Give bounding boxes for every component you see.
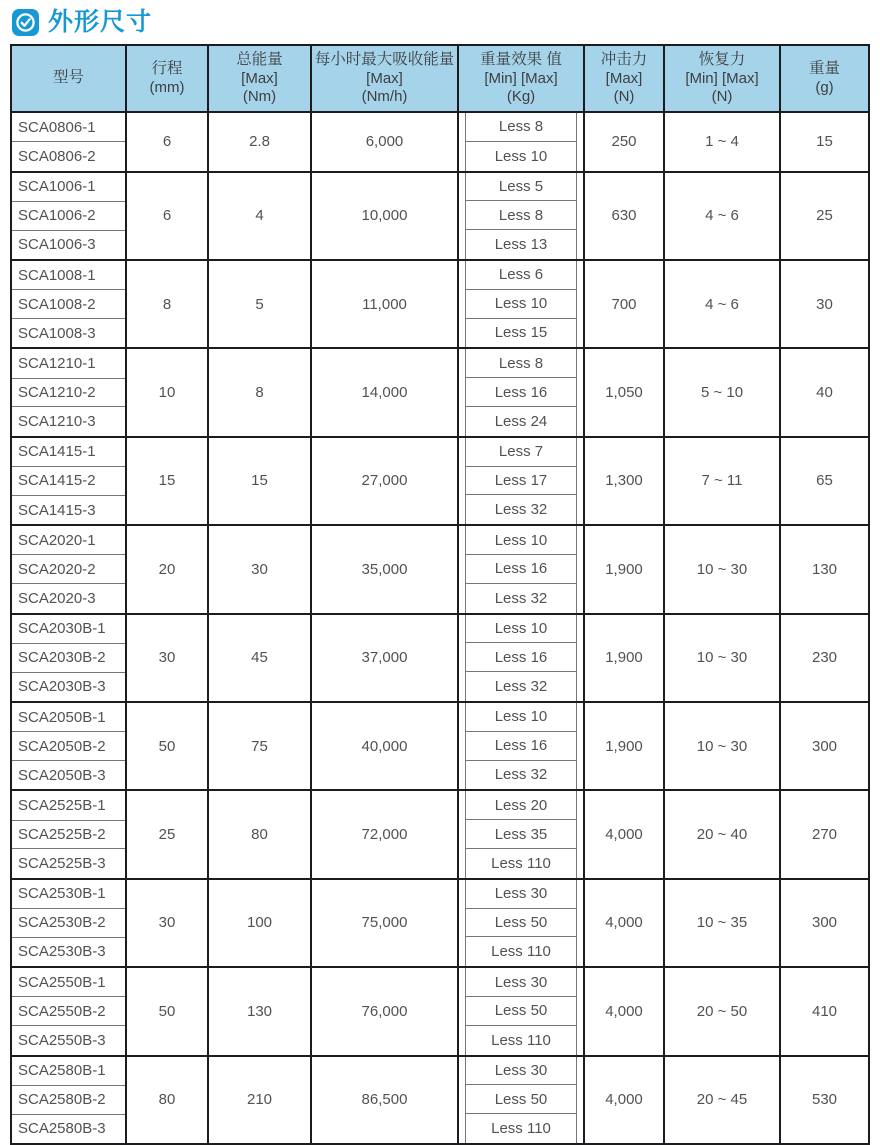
- weight-effect-value: Less 50: [494, 1090, 548, 1108]
- weight-effect-value: Less 8: [498, 206, 544, 224]
- table-row: [11, 437, 869, 467]
- model-cell: SCA1006-1: [11, 172, 126, 202]
- weight-effect-cell: [458, 937, 584, 967]
- weight-effect-value: Less 17: [494, 471, 548, 489]
- weight-cell: 25: [780, 172, 869, 260]
- table-row: [11, 348, 869, 378]
- weight-effect-cell: [458, 997, 584, 1026]
- table-row: [11, 967, 869, 997]
- table-row: [11, 525, 869, 555]
- weight-effect-value: Less 30: [494, 973, 548, 991]
- stroke-cell: 15: [126, 437, 208, 525]
- header-line: [Min] [Max]: [685, 69, 759, 87]
- check-circle-icon: [12, 9, 39, 36]
- weight-effect-cell: [458, 584, 584, 614]
- model-cell: SCA2530B-3: [18, 943, 106, 961]
- header-line: [Min] [Max]: [484, 69, 558, 87]
- weight-effect-cell: [458, 1056, 584, 1086]
- weight-effect-value: Less 7: [498, 443, 544, 461]
- weight-effect-value: Less 16: [494, 648, 548, 666]
- impact-cell: 4,000: [584, 967, 664, 1055]
- weight-effect-box: [465, 555, 577, 584]
- weight-effect-value: Less 30: [494, 1061, 548, 1079]
- weight-effect-value: Less 8: [498, 118, 544, 136]
- model-cell: SCA2525B-2: [11, 820, 126, 849]
- absorb-cell: 37,000: [311, 614, 458, 702]
- table-row: [11, 879, 869, 909]
- energy-cell: 100: [208, 879, 311, 967]
- impact-cell: 700: [584, 260, 664, 348]
- model-cell: SCA1006-3: [18, 236, 96, 254]
- header-line: 总能量: [236, 50, 283, 68]
- model-cell: SCA2550B-1: [11, 967, 126, 997]
- header-weight_effect: [458, 45, 584, 112]
- weight-effect-cell: [458, 849, 584, 879]
- header-line: 重量: [808, 59, 840, 77]
- header-impact: [584, 45, 664, 112]
- weight-cell: 530: [780, 1056, 869, 1144]
- energy-cell: 80: [208, 790, 311, 878]
- weight-effect-cell: [458, 761, 584, 791]
- recovery-cell: 20 ~ 45: [664, 1056, 780, 1144]
- weight-effect-value: Less 32: [494, 589, 548, 607]
- header-line: 每小时最大吸收能量: [314, 50, 455, 68]
- weight-effect-box: [465, 113, 577, 142]
- model-cell: SCA1415-3: [18, 501, 96, 519]
- model-cell: SCA2020-3: [18, 589, 96, 607]
- weight-effect-cell: [458, 348, 584, 378]
- model-cell: SCA2580B-3: [18, 1120, 106, 1138]
- weight-effect-box: [465, 761, 577, 790]
- header-recovery: [664, 45, 780, 112]
- weight-effect-value: Less 16: [494, 737, 548, 755]
- weight-effect-box: [465, 1057, 577, 1086]
- impact-cell: 1,900: [584, 525, 664, 613]
- model-cell: SCA2030B-3: [18, 678, 106, 696]
- header-line: [Max]: [366, 69, 403, 87]
- stroke-cell: 8: [126, 260, 208, 348]
- weight-effect-cell: [458, 702, 584, 732]
- absorb-cell: 14,000: [311, 348, 458, 436]
- weight-effect-value: Less 110: [491, 1031, 551, 1049]
- model-cell: SCA2030B-2: [11, 643, 126, 672]
- absorb-cell: 10,000: [311, 172, 458, 260]
- weight-effect-box: [465, 438, 577, 467]
- recovery-cell: 4 ~ 6: [664, 172, 780, 260]
- weight-effect-cell: [458, 495, 584, 525]
- weight-effect-cell: [458, 437, 584, 467]
- weight-effect-box: [465, 201, 577, 230]
- absorb-cell: 76,000: [311, 967, 458, 1055]
- weight-effect-value: Less 16: [494, 560, 548, 578]
- weight-effect-value: Less 8: [498, 354, 544, 372]
- model-cell: SCA2050B-2: [11, 732, 126, 761]
- model-cell: SCA2580B-1: [11, 1056, 126, 1086]
- header-energy: [208, 45, 311, 112]
- weight-effect-box: [465, 997, 577, 1026]
- weight-effect-box: [465, 880, 577, 909]
- absorb-cell: 86,500: [311, 1056, 458, 1144]
- energy-cell: 5: [208, 260, 311, 348]
- header-line: (mm): [149, 78, 185, 96]
- model-cell: SCA1008-1: [11, 260, 126, 290]
- weight-effect-box: [465, 378, 577, 407]
- weight-effect-cell: [458, 290, 584, 319]
- page-title: 外形尺寸: [48, 7, 153, 36]
- absorb-cell: 35,000: [311, 525, 458, 613]
- energy-cell: 15: [208, 437, 311, 525]
- energy-cell: 210: [208, 1056, 311, 1144]
- weight-effect-cell: [458, 319, 584, 349]
- recovery-cell: 20 ~ 50: [664, 967, 780, 1055]
- weight-effect-cell: [458, 201, 584, 230]
- stroke-cell: 6: [126, 112, 208, 172]
- model-cell: SCA2530B-2: [11, 909, 126, 938]
- model-cell: SCA1415-2: [11, 467, 126, 496]
- weight-effect-value: Less 32: [494, 766, 548, 784]
- weight-effect-value: Less 10: [494, 295, 548, 313]
- weight-effect-box: [465, 173, 577, 202]
- weight-effect-box: [465, 849, 577, 878]
- weight-cell: 300: [780, 879, 869, 967]
- weight-effect-cell: [458, 820, 584, 849]
- header-model: [11, 45, 126, 112]
- model-cell: SCA2530B-1: [11, 879, 126, 909]
- header-line: 行程: [151, 59, 183, 77]
- header-line: (N): [613, 87, 635, 105]
- model-cell: SCA2550B-3: [18, 1031, 106, 1049]
- weight-effect-cell: [458, 260, 584, 290]
- weight-effect-value: Less 110: [491, 1119, 551, 1137]
- energy-cell: 45: [208, 614, 311, 702]
- recovery-cell: 20 ~ 40: [664, 790, 780, 878]
- header-stroke: [126, 45, 208, 112]
- absorb-cell: 72,000: [311, 790, 458, 878]
- model-cell: SCA2580B-2: [11, 1085, 126, 1114]
- weight-effect-value: Less 32: [494, 501, 548, 519]
- stroke-cell: 30: [126, 879, 208, 967]
- weight-effect-box: [465, 495, 577, 524]
- energy-cell: 130: [208, 967, 311, 1055]
- weight-effect-value: Less 20: [494, 796, 548, 814]
- table-row: [11, 702, 869, 732]
- absorb-cell: 11,000: [311, 260, 458, 348]
- weight-effect-cell: [458, 142, 584, 172]
- weight-effect-cell: [458, 1085, 584, 1114]
- header-line: (Kg): [506, 87, 536, 105]
- weight-effect-box: [465, 261, 577, 290]
- model-cell: SCA2525B-3: [18, 855, 106, 873]
- model-cell: SCA2525B-1: [11, 790, 126, 820]
- header-line: (Nm): [242, 87, 277, 105]
- weight-effect-box: [465, 407, 577, 436]
- weight-effect-cell: [458, 909, 584, 938]
- section-header: [10, 6, 870, 44]
- model-cell: SCA1210-2: [11, 378, 126, 407]
- table-header: [11, 45, 869, 112]
- weight-effect-box: [465, 142, 577, 171]
- stroke-cell: 30: [126, 614, 208, 702]
- weight-effect-cell: [458, 732, 584, 761]
- stroke-cell: 50: [126, 702, 208, 790]
- recovery-cell: 4 ~ 6: [664, 260, 780, 348]
- weight-cell: 15: [780, 112, 869, 172]
- model-cell: SCA1210-1: [11, 348, 126, 378]
- table-row: [11, 1056, 869, 1086]
- table-row: [11, 260, 869, 290]
- model-cell: SCA1210-3: [18, 413, 96, 431]
- absorb-cell: 27,000: [311, 437, 458, 525]
- energy-cell: 30: [208, 525, 311, 613]
- model-cell: SCA1006-2: [11, 201, 126, 230]
- recovery-cell: 10 ~ 30: [664, 525, 780, 613]
- model-cell: SCA2020-2: [11, 555, 126, 584]
- stroke-cell: 50: [126, 967, 208, 1055]
- weight-effect-cell: [458, 614, 584, 644]
- energy-cell: 75: [208, 702, 311, 790]
- impact-cell: 1,900: [584, 702, 664, 790]
- stroke-cell: 6: [126, 172, 208, 260]
- recovery-cell: 10 ~ 35: [664, 879, 780, 967]
- weight-effect-cell: [458, 967, 584, 997]
- absorb-cell: 75,000: [311, 879, 458, 967]
- impact-cell: 4,000: [584, 790, 664, 878]
- weight-effect-value: Less 10: [494, 147, 548, 165]
- energy-cell: 2.8: [208, 112, 311, 172]
- weight-effect-box: [465, 290, 577, 319]
- weight-effect-cell: [458, 112, 584, 142]
- weight-effect-value: Less 50: [494, 1002, 548, 1020]
- weight-effect-box: [465, 615, 577, 644]
- weight-effect-value: Less 35: [494, 825, 548, 843]
- weight-effect-box: [465, 1114, 577, 1143]
- weight-cell: 65: [780, 437, 869, 525]
- weight-cell: 300: [780, 702, 869, 790]
- weight-effect-value: Less 110: [491, 854, 551, 872]
- weight-effect-cell: [458, 555, 584, 584]
- weight-cell: 270: [780, 790, 869, 878]
- weight-effect-cell: [458, 672, 584, 702]
- table-row: [11, 614, 869, 644]
- recovery-cell: 5 ~ 10: [664, 348, 780, 436]
- weight-effect-value: Less 30: [494, 885, 548, 903]
- stroke-cell: 20: [126, 525, 208, 613]
- header-weight: [780, 45, 869, 112]
- header-line: (N): [711, 87, 733, 105]
- weight-effect-box: [465, 526, 577, 555]
- header-line: (g): [815, 78, 834, 96]
- table-body: [11, 112, 869, 1144]
- table-row: [11, 790, 869, 820]
- weight-effect-cell: [458, 467, 584, 496]
- weight-effect-value: Less 50: [494, 913, 548, 931]
- impact-cell: 4,000: [584, 1056, 664, 1144]
- absorb-cell: 40,000: [311, 702, 458, 790]
- weight-effect-cell: [458, 230, 584, 260]
- weight-effect-box: [465, 319, 577, 348]
- weight-effect-value: Less 32: [494, 678, 548, 696]
- impact-cell: 1,900: [584, 614, 664, 702]
- header-line: (Nm/h): [361, 87, 408, 105]
- stroke-cell: 80: [126, 1056, 208, 1144]
- weight-effect-box: [465, 1026, 577, 1055]
- table-row: [11, 172, 869, 202]
- recovery-cell: 7 ~ 11: [664, 437, 780, 525]
- weight-effect-cell: [458, 790, 584, 820]
- weight-effect-cell: [458, 378, 584, 407]
- weight-cell: 30: [780, 260, 869, 348]
- weight-effect-box: [465, 732, 577, 761]
- weight-effect-value: Less 6: [498, 266, 544, 284]
- header-row: [11, 45, 869, 112]
- weight-effect-box: [465, 230, 577, 259]
- weight-effect-value: Less 110: [491, 943, 551, 961]
- impact-cell: 1,300: [584, 437, 664, 525]
- weight-cell: 130: [780, 525, 869, 613]
- stroke-cell: 10: [126, 348, 208, 436]
- recovery-cell: 10 ~ 30: [664, 614, 780, 702]
- weight-effect-box: [465, 584, 577, 613]
- weight-effect-box: [465, 703, 577, 732]
- weight-effect-box: [465, 672, 577, 701]
- model-cell: SCA0806-1: [11, 112, 126, 142]
- impact-cell: 250: [584, 112, 664, 172]
- impact-cell: 1,050: [584, 348, 664, 436]
- weight-effect-box: [465, 968, 577, 997]
- weight-effect-value: Less 24: [494, 412, 548, 430]
- model-cell: SCA2030B-1: [11, 614, 126, 644]
- spec-table: [10, 44, 870, 1145]
- weight-effect-box: [465, 467, 577, 496]
- weight-effect-value: Less 16: [494, 383, 548, 401]
- weight-effect-box: [465, 909, 577, 938]
- weight-effect-box: [465, 643, 577, 672]
- weight-effect-value: Less 10: [494, 619, 548, 637]
- weight-effect-value: Less 10: [494, 708, 548, 726]
- recovery-cell: 10 ~ 30: [664, 702, 780, 790]
- weight-effect-box: [465, 1085, 577, 1114]
- model-cell: SCA1008-2: [11, 290, 126, 319]
- stroke-cell: 25: [126, 790, 208, 878]
- weight-effect-value: Less 5: [498, 177, 544, 195]
- model-cell: SCA2020-1: [11, 525, 126, 555]
- model-cell: SCA2050B-1: [11, 702, 126, 732]
- model-cell: SCA0806-2: [18, 147, 96, 165]
- header-line: [Max]: [241, 69, 278, 87]
- weight-effect-box: [465, 349, 577, 378]
- weight-effect-value: Less 10: [494, 531, 548, 549]
- weight-effect-cell: [458, 643, 584, 672]
- weight-effect-box: [465, 820, 577, 849]
- header-absorb: [311, 45, 458, 112]
- model-cell: SCA2550B-2: [11, 997, 126, 1026]
- weight-effect-cell: [458, 1026, 584, 1056]
- header-line: 恢复力: [698, 50, 746, 68]
- absorb-cell: 6,000: [311, 112, 458, 172]
- weight-effect-cell: [458, 407, 584, 437]
- impact-cell: 4,000: [584, 879, 664, 967]
- weight-effect-cell: [458, 879, 584, 909]
- energy-cell: 4: [208, 172, 311, 260]
- model-cell: SCA1008-3: [18, 324, 96, 342]
- weight-effect-value: Less 13: [494, 236, 548, 254]
- header-line: 冲击力: [600, 50, 648, 68]
- weight-effect-box: [465, 791, 577, 820]
- header-line: [Max]: [605, 69, 643, 87]
- weight-cell: 230: [780, 614, 869, 702]
- weight-effect-cell: [458, 172, 584, 202]
- weight-cell: 40: [780, 348, 869, 436]
- header-line: 型号: [52, 69, 84, 87]
- header-line: 重量效果 值: [480, 50, 562, 68]
- recovery-cell: 1 ~ 4: [664, 112, 780, 172]
- weight-effect-cell: [458, 525, 584, 555]
- model-cell: SCA2050B-3: [18, 766, 106, 784]
- model-cell: SCA1415-1: [11, 437, 126, 467]
- impact-cell: 630: [584, 172, 664, 260]
- energy-cell: 8: [208, 348, 311, 436]
- weight-effect-value: Less 15: [494, 324, 548, 342]
- table-row: [11, 112, 869, 142]
- weight-effect-box: [465, 937, 577, 966]
- weight-cell: 410: [780, 967, 869, 1055]
